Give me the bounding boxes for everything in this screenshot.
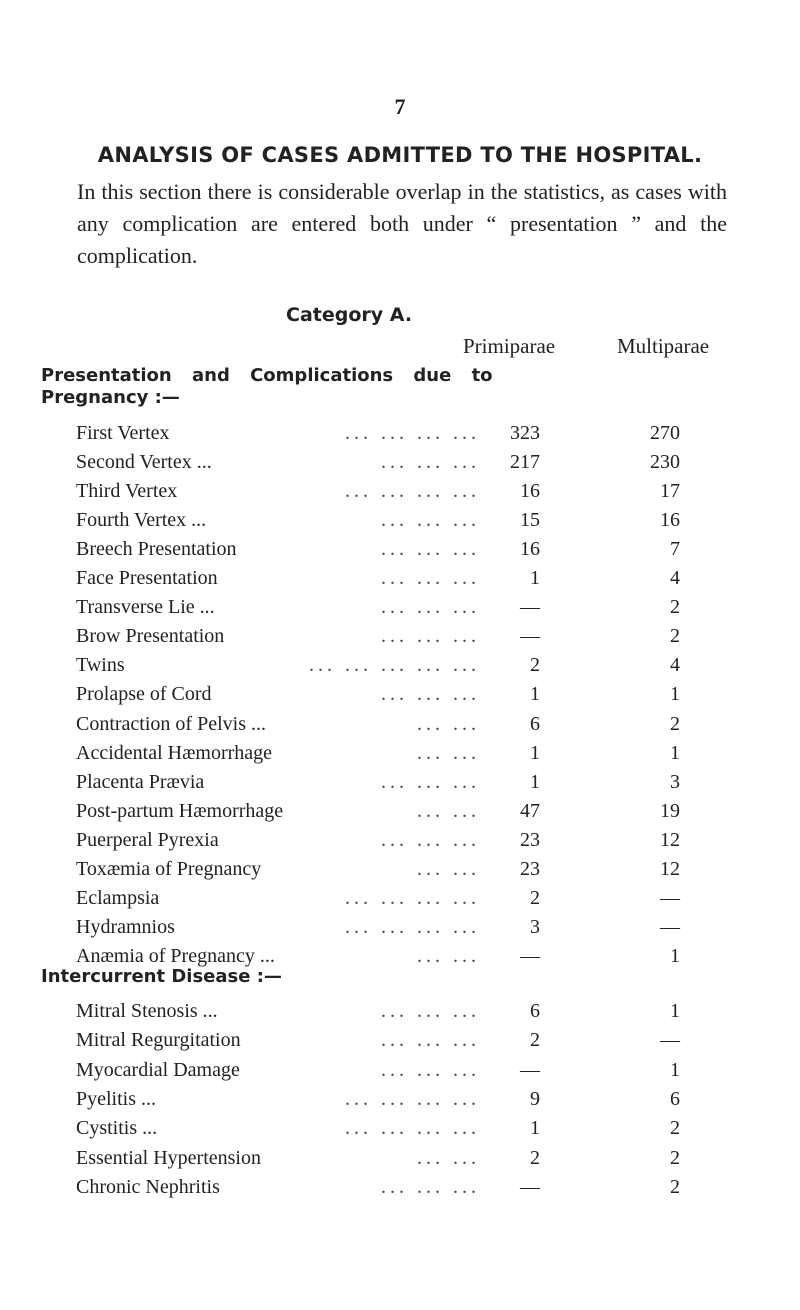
multiparae-value: 2	[670, 1175, 680, 1198]
row-leader-dots: ... ... ...	[381, 596, 480, 619]
row-leader-dots: ... ... ...	[381, 683, 480, 706]
primiparae-value: 15	[520, 509, 540, 532]
primiparae-value: 1	[530, 567, 540, 590]
table-row	[0, 476, 800, 506]
primiparae-value: 2	[530, 1029, 540, 1052]
multiparae-value: 1	[670, 1058, 680, 1081]
section-heading-pregnancy: Pregnancy :—	[41, 387, 180, 408]
multiparae-value: —	[660, 1029, 680, 1052]
row-leader-dots: ... ...	[417, 857, 480, 880]
table-row	[0, 1172, 800, 1202]
row-label: Fourth Vertex ...	[76, 509, 207, 532]
table-row	[0, 1113, 800, 1143]
multiparae-value: 2	[670, 625, 680, 648]
row-label: First Vertex	[76, 422, 170, 444]
row-leader-dots: ... ... ... ...	[345, 915, 480, 938]
table-row	[0, 883, 800, 913]
primiparae-value: —	[520, 1058, 540, 1081]
multiparae-value: 4	[670, 567, 680, 590]
row-label: Twins	[76, 654, 125, 677]
row-label: Second Vertex ...	[76, 451, 212, 474]
row-leader-dots: ... ... ... ... ...	[309, 654, 480, 677]
table-row	[0, 1025, 800, 1055]
primiparae-value: 3	[530, 915, 540, 938]
row-leader-dots: ... ... ... ...	[345, 1117, 480, 1140]
table-row	[0, 534, 800, 564]
category-heading: Category A.	[286, 304, 413, 326]
primiparae-value: 23	[520, 828, 540, 851]
table-row	[0, 418, 800, 448]
primiparae-value: 1	[530, 770, 540, 793]
primiparae-value: —	[520, 1175, 540, 1198]
primiparae-value: 323	[510, 422, 540, 444]
row-label: Mitral Stenosis ...	[76, 1000, 218, 1022]
row-label: Chronic Nephritis	[76, 1175, 220, 1198]
column-header-primiparae: Primiparae	[463, 334, 556, 358]
row-label: Puerperal Pyrexia	[76, 828, 219, 851]
row-leader-dots: ... ... ...	[381, 538, 480, 561]
primiparae-value: 1	[530, 683, 540, 706]
primiparae-value: 2	[530, 886, 540, 909]
row-label: Mitral Regurgitation	[76, 1029, 241, 1052]
primiparae-value: 217	[510, 451, 540, 474]
table-row	[0, 996, 800, 1026]
table-row	[0, 679, 800, 709]
table-row	[0, 912, 800, 942]
row-leader-dots: ... ... ...	[381, 625, 480, 648]
page-title: ANALYSIS OF CASES ADMITTED TO THE HOSPITAL.	[97, 143, 703, 167]
primiparae-value: 16	[520, 480, 540, 503]
row-leader-dots: ... ...	[417, 799, 480, 822]
multiparae-value: 1	[670, 683, 680, 706]
row-label: Myocardial Damage	[76, 1058, 240, 1081]
row-label: Eclampsia	[76, 886, 160, 909]
row-label: Brow Presentation	[76, 625, 225, 648]
multiparae-value: —	[660, 915, 680, 938]
primiparae-value: 16	[520, 538, 540, 561]
page-number: 7	[394, 94, 406, 119]
row-label: Toxæmia of Pregnancy	[76, 857, 262, 880]
table-row	[0, 447, 800, 477]
multiparae-value: 17	[660, 480, 680, 503]
row-leader-dots: ... ... ...	[381, 451, 480, 474]
primiparae-value: 47	[520, 799, 540, 822]
table-row	[0, 1055, 800, 1085]
row-leader-dots: ... ...	[417, 1146, 480, 1169]
row-leader-dots: ... ... ...	[381, 1029, 480, 1052]
section-heading-intercurrent: Intercurrent Disease :—	[41, 966, 282, 987]
row-leader-dots: ... ... ...	[381, 1058, 480, 1081]
row-leader-dots: ... ... ...	[381, 567, 480, 590]
table-row	[0, 825, 800, 855]
multiparae-value: 1	[670, 741, 680, 764]
table-row	[0, 650, 800, 680]
table-row	[0, 738, 800, 768]
table-row	[0, 796, 800, 826]
multiparae-value: 270	[650, 422, 680, 444]
primiparae-value: —	[520, 944, 540, 967]
table-row	[0, 1084, 800, 1114]
multiparae-value: 2	[670, 712, 680, 735]
row-label: Third Vertex	[76, 480, 178, 503]
row-leader-dots: ... ...	[417, 741, 480, 764]
row-label: Placenta Prævia	[76, 770, 205, 793]
multiparae-value: 4	[670, 654, 680, 677]
multiparae-value: 16	[660, 509, 680, 532]
table-row	[0, 709, 800, 739]
row-label: Pyelitis ...	[76, 1087, 157, 1110]
row-label: Contraction of Pelvis ...	[76, 712, 266, 735]
table-row	[0, 854, 800, 884]
multiparae-value: 12	[660, 857, 680, 880]
row-leader-dots: ... ... ...	[381, 1175, 480, 1198]
multiparae-value: 2	[670, 1146, 680, 1169]
table-row	[0, 1143, 800, 1173]
multiparae-value: 3	[670, 770, 680, 793]
row-label: Prolapse of Cord	[76, 683, 212, 706]
table-row	[0, 505, 800, 535]
multiparae-value: 7	[670, 538, 680, 561]
table-row	[0, 592, 800, 622]
table-row	[0, 941, 800, 971]
row-label: Hydramnios	[76, 915, 175, 938]
intro-paragraph: In this section there is considerable overlap in the statistics, as cases with any complication are entered both under “ presentation ” and the complication.	[77, 179, 727, 268]
multiparae-value: 230	[650, 451, 680, 474]
row-leader-dots: ... ... ... ...	[345, 480, 480, 503]
row-label: Anæmia of Pregnancy ...	[76, 944, 275, 967]
primiparae-value: 1	[530, 1117, 540, 1140]
row-label: Cystitis ...	[76, 1117, 158, 1140]
row-label: Essential Hypertension	[76, 1146, 261, 1169]
row-label: Face Presentation	[76, 567, 218, 590]
primiparae-value: 9	[530, 1087, 540, 1110]
row-leader-dots: ... ...	[417, 712, 480, 735]
table-row	[0, 621, 800, 651]
column-header-multiparae: Multiparae	[617, 334, 710, 358]
row-leader-dots: ... ... ...	[381, 509, 480, 532]
section-heading-presentation: Presentation and Complications due to	[41, 365, 493, 386]
primiparae-value: 6	[530, 1000, 540, 1022]
primiparae-value: —	[520, 625, 540, 648]
row-leader-dots: ... ...	[417, 944, 480, 967]
row-leader-dots: ... ... ...	[381, 1000, 480, 1022]
multiparae-value: 19	[660, 799, 680, 822]
multiparae-value: 1	[670, 944, 680, 967]
table-row	[0, 767, 800, 797]
primiparae-value: 23	[520, 857, 540, 880]
primiparae-value: 1	[530, 741, 540, 764]
row-label: Transverse Lie ...	[76, 596, 215, 619]
row-label: Accidental Hæmorrhage	[76, 741, 273, 764]
primiparae-value: 2	[530, 654, 540, 677]
multiparae-value: —	[660, 886, 680, 909]
row-leader-dots: ... ... ...	[381, 828, 480, 851]
row-label: Post-partum Hæmorrhage	[76, 799, 284, 822]
primiparae-value: —	[520, 596, 540, 619]
table-row	[0, 563, 800, 593]
row-leader-dots: ... ... ... ...	[345, 886, 480, 909]
row-label: Breech Presentation	[76, 538, 237, 561]
row-leader-dots: ... ... ...	[381, 770, 480, 793]
multiparae-value: 12	[660, 828, 680, 851]
primiparae-value: 2	[530, 1146, 540, 1169]
multiparae-value: 1	[670, 1000, 680, 1022]
row-leader-dots: ... ... ... ...	[345, 1087, 480, 1110]
row-leader-dots: ... ... ... ...	[345, 422, 480, 444]
primiparae-value: 6	[530, 712, 540, 735]
multiparae-value: 6	[670, 1087, 680, 1110]
multiparae-value: 2	[670, 1117, 680, 1140]
multiparae-value: 2	[670, 596, 680, 619]
